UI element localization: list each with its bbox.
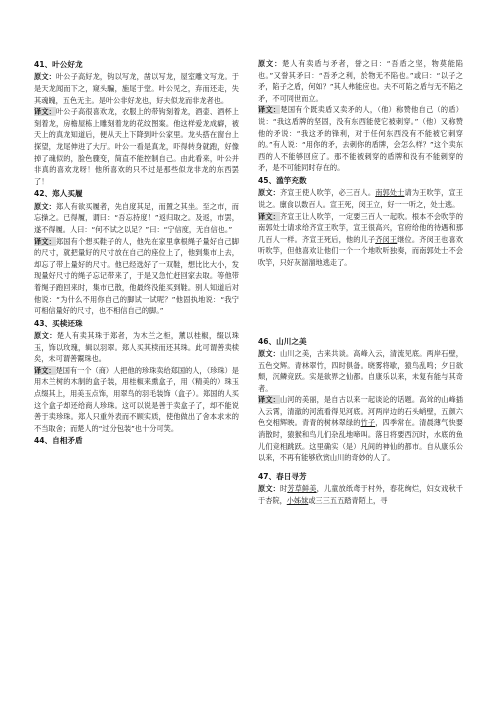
original-label: 原文：	[258, 348, 280, 358]
translation-text	[258, 104, 463, 174]
translation-body: 楚国有个既卖盾又卖矛的人，（他）称赞他自己（的盾）说：“我这盾牌的坚固，没有东西能使它被刺穿。”（他）又称赞他的矛说：“我这矛的锋利，对于任何东西没有不能被它刺穿的。”有人说：“用你的矛，去刺你的盾牌，会怎么样？”这个卖东西的人不能够回应了。那不能被刺穿的盾牌和没有不能刺穿的矛，是不可能同时存在的。	[258, 105, 463, 173]
original-body: 楚人有卖盾与矛者，誉之曰：“吾盾之坚，物莫能陷也。”又誉其矛曰：“吾矛之利，於物无不陷也。”或曰：“以子之矛，陷子之盾，何如？”其人弗能应也。夫不可陷之盾与无不陷之矛，不可同世而立。	[258, 59, 463, 103]
original-body-start: 时	[279, 484, 288, 494]
original-body-start: 齐宣王使人吹竽，必三百人。	[279, 188, 376, 198]
underlined-term: 南郭处士	[375, 188, 405, 198]
translation-body: 楚国有一个（商）人把他的珍珠卖给郑国的人，（珍珠）是用木兰树的木制的盒子装，用桂椒来熏盒子，用（精美的）珠玉点缀其上，用美玉点饰，用翠鸟的羽毛装饰（盒子）。郑国的人买这个盒子却还给商人珍珠。这可以说是善于卖盒子了，却不能说善于卖珍珠。郑人只重外表而不顾实质，使他做出了舍本求末的不当取舍；而楚人的“过分包装”也十分可笑。	[34, 365, 239, 433]
original-body-end: 或三三五五踏青陌上，寻	[308, 495, 388, 505]
original-text	[258, 348, 463, 394]
right-column	[258, 58, 463, 506]
translation-label: 译文：	[258, 105, 281, 115]
underlined-term: 齐闵王	[375, 234, 398, 244]
section-heading: 47、春日寻芳	[258, 471, 307, 481]
translation-label: 译文：	[258, 395, 280, 405]
underlined-term: 芳草鲜美	[287, 484, 317, 494]
left-column	[34, 58, 239, 448]
original-label: 原文：	[34, 201, 56, 211]
translation-label: 译文：	[34, 365, 56, 375]
translation-text	[258, 394, 463, 464]
translation-body-end: 继位。齐闵王也喜欢听吹竽，但他喜欢让他们一个一个地吹听独奏，而南郭处士不会吹竽，只好灰溜溜地逃走了。	[258, 234, 463, 267]
section-46	[258, 336, 463, 464]
section-43	[34, 318, 239, 435]
translation-body: 叶公子高很喜欢龙，衣服上的带钩刻着龙，酒壶、酒杯上刻着龙，房檐屋栋上雕刻着龙的花纹图案。他这样爱龙成癖，被天上的真龙知道后，便从天上下降到叶公家里。龙头搭在窗台上探望，龙尾伸进了大厅。叶公一看是真龙，吓得转身就跑，好像掉了魂似的，脸色骤变，简直不能控制自己。由此看来，叶公并非真的喜欢龙呀！他所喜欢的只不过是那些似龙非龙的东西罢了！	[34, 107, 239, 186]
section-42	[34, 188, 239, 316]
section-heading: 41、叶公好龙	[34, 60, 83, 69]
underlined-term: 小姊妹	[286, 495, 309, 505]
section-heading: 43、买椟还珠	[34, 318, 83, 328]
original-text	[258, 483, 463, 506]
section-44-continued	[258, 58, 463, 174]
original-label: 原文：	[34, 331, 57, 341]
translation-text	[258, 211, 463, 269]
section-heading: 44、自相矛盾	[34, 436, 83, 446]
translation-text	[34, 106, 239, 187]
section-45	[258, 175, 463, 269]
section-heading: 46、山川之美	[258, 336, 307, 346]
blank-space	[258, 464, 463, 470]
underlined-term: 竹子	[360, 418, 376, 428]
original-text	[34, 201, 239, 236]
translation-body-start: 齐宣王让人吹竽，一定要三百人一起吹。根本不会吹竽的南郭处士请求给齐宣王吹竽，宣王很高兴，官府给他的待遇和那几百人一样。齐宣王死后，他的儿子	[258, 211, 463, 244]
translation-label: 译文：	[34, 107, 56, 117]
original-body: 楚人有卖其珠于郑者，为木兰之柜，薰以桂椒，缀以珠玉，饰以玫瑰，辑以羽翠。郑人买其椟而还其珠。此可谓善卖椟矣，未可谓善鬻珠也。	[34, 331, 239, 364]
section-44	[34, 435, 239, 447]
original-label: 原文：	[258, 188, 280, 198]
original-text	[258, 58, 463, 104]
translation-body: 郑国有个想买鞋子的人，他先在家里拿根绳子量好自己脚的尺寸，就把量好的尺寸放在自己的座位上了，他到集市上去，却忘了带上量好的尺寸。他已经选好了一双鞋，想比比大小，发现量好尺寸的绳子忘记带来了，于是又急忙赶回家去取。等他带着绳子跑回来时，集市已散，他最终没能买到鞋。别人知道后对他说：“为什么不用你自己的脚试一试呢？”他固执地说：“我宁可相信量好的尺寸，也不相信自己的脚。”	[34, 236, 239, 316]
original-text	[34, 71, 239, 106]
translation-label: 译文：	[34, 236, 56, 246]
original-body-end: 请为王吹竽，宣王说之。廪食以数百人。宣王死，闵王立，好一一听之，处士逃。	[258, 188, 463, 209]
translation-body-start: 山河的美丽，是自古以来一起谈论的话题。高耸的山峰插入云霄，清澈的河流看得见河底。河两岸边的石头峭壁，五颜六色交相辉映。青青的树林翠绿的	[258, 395, 463, 428]
section-heading: 45、滥竽充数	[258, 175, 307, 185]
translation-text	[34, 236, 239, 317]
original-body-middle: ，儿童放纸鸢于村外，春花绚烂，妇女戏秋千于杏院，	[258, 484, 463, 505]
translation-body-end: ，四季常在。清晨薄气快要消散时，猿猴和鸟儿们杂乱地啼叫。落日将要西沉时，水底的鱼儿们竞相跳跃。这里确实（是）凡间的神仙的都市。自从康乐公以来，不再有能够欣赏山川的奇妙的人了。	[258, 418, 463, 463]
translation-label: 译文：	[258, 211, 280, 221]
original-label: 原文：	[34, 72, 56, 82]
section-41	[34, 59, 239, 187]
original-body: 叶公子高好龙，钩以写龙，凿以写龙，屋室雕文写龙。于是天龙闻而下之，窥头騙，施尾于堂。叶公见之，弃而还走，失其魂魄，五色无主。是叶公非好龙也，好夫似龙而非龙者也。	[34, 72, 239, 105]
translation-text	[34, 365, 239, 435]
original-label: 原文：	[258, 484, 280, 494]
section-heading: 42、郑人买履	[34, 189, 83, 199]
original-label: 原文：	[258, 59, 283, 68]
blank-space	[258, 269, 463, 335]
original-text	[34, 330, 239, 365]
original-text	[258, 187, 463, 210]
original-body: 郑人有欲买履者，先自度其足，而置之其坐。至之市，而忘操之。已得履，谓曰：“吾忘持度！”返归取之。及返，市罢，遂不得履。人曰：“何不试之以足？”曰：“宁信度，无自信也。”	[34, 201, 239, 234]
original-body: 山川之美，古来共谈。高峰入云，清流见底。两岸石壁，五色交辉。青林翠竹，四时俱备。晓雾将歇，猿鸟乱鸣；夕日欲颓，沉鳞竞跃。实是欲界之仙都。自康乐以来，未复有能与其奇者。	[258, 348, 463, 393]
section-47	[258, 471, 463, 507]
